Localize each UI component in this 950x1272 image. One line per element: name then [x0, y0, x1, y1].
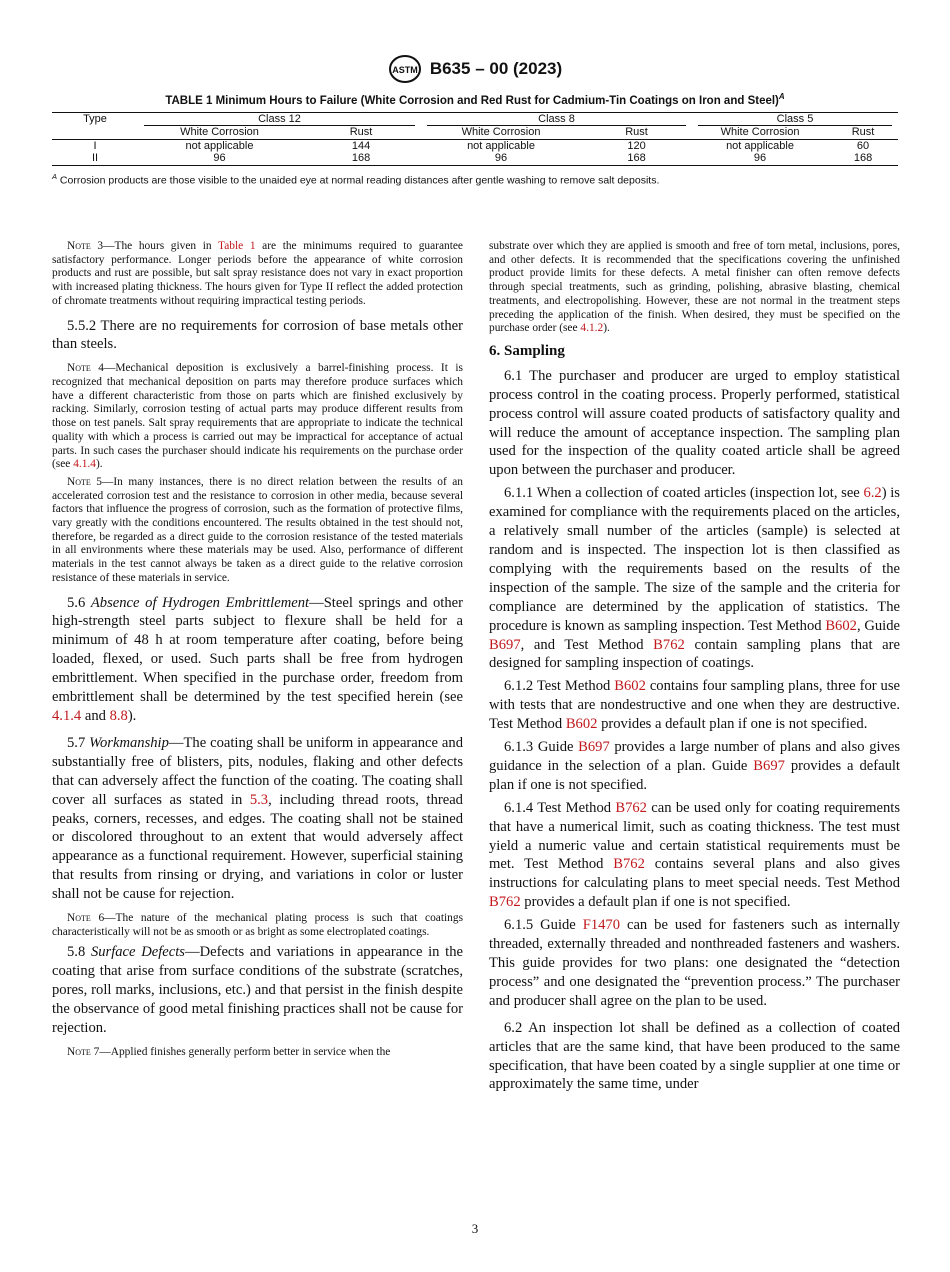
paragraph-5-8: 5.8 Surface Defects—Defects and variations in appearance in the coating that arise from surface conditions of the substrate (scratches, pores, roll marks, inclusions, etc.) and that persist in the finish despite the observance of good metal finishing practices shall not be cause for rejection. — [52, 944, 463, 1037]
column-header: White Corrosion — [692, 126, 828, 139]
table-1 — [52, 92, 898, 186]
paragraph-6-1-3: 6.1.3 Guide B697 provides a large number of plans and also gives guidance in the selection of a plan. Guide B697 provides a default plan if one is not specified. — [489, 739, 900, 793]
page-number: 3 — [471, 1221, 479, 1236]
column-header: Rust — [581, 126, 692, 139]
section-8-8-link[interactable]: 8.8 — [109, 708, 128, 725]
note-7: Note 7—Applied finishes generally perform better in service when the — [67, 1046, 391, 1059]
document-designation: B635 – 00 (2023) — [429, 59, 563, 78]
class-header: Class 12 — [138, 112, 421, 126]
note-6: Note 6—The nature of the mechanical plating process is such that coatings characteristically will not be as smooth or as bright as some electroplated coatings. — [52, 912, 463, 938]
class-header: Class 5 — [692, 112, 898, 126]
section-4-1-2-link[interactable]: 4.1.2 — [580, 322, 604, 335]
paragraph-6-1-5: 6.1.5 Guide F1470 can be used for fasteners such as internally threaded, externally threaded and nonthreaded fasteners and washers. This guide provides for two plans: one designated the “detection process” and one designated the “prevention process.” The purchaser and producer shall agree on the plan to be used. — [489, 917, 900, 1009]
failure-hours-table — [52, 112, 898, 166]
table-row: II 96 168 96 168 96 168 — [52, 152, 898, 165]
column-header: Rust — [301, 126, 421, 139]
paragraph-6-2: 6.2 An inspection lot shall be defined as a collection of coated articles that are the same kind, that have been produced to the same specification, that have been coated by a single supplier at one time or approximately the same time, under — [489, 1019, 900, 1093]
section-heading-sampling: 6. Sampling — [489, 342, 565, 359]
b697-link[interactable]: B697 — [753, 757, 785, 774]
astm-logo-text: ASTM — [392, 65, 418, 75]
b697-link[interactable]: B697 — [578, 739, 610, 756]
b602-link[interactable]: B602 — [825, 617, 857, 634]
b762-link[interactable]: B762 — [615, 799, 647, 816]
table-1-link[interactable]: Table 1 — [218, 240, 256, 252]
column-header: Rust — [828, 126, 898, 139]
paragraph-6-1: 6.1 The purchaser and producer are urged to employ statistical process control in the coating process. Properly performed, statistical process control will assure coated products of satisfactory quality and will reduce the amount of acceptance inspection. The sampling plan used for the inspection of the quality coated article shall be agreed upon between the purchaser and producer. — [489, 367, 900, 479]
right-column — [489, 240, 900, 1098]
table-caption: TABLE 1 Minimum Hours to Failure (White Corrosion and Red Rust for Cadmium-Tin Coatings on Iron and Steel)$^A$ — [165, 92, 785, 107]
b602-link[interactable]: B602 — [565, 716, 598, 733]
paragraph-6-1-4: 6.1.4 Test Method B762 can be used only for coating requirements that have a numerical limit, such as coating thickness. The test must yield a numeric value and certain statistical requirements must be met. Test Method B762 contains several plans and also gives instructions for calculating plans to meet special needs. Test Method B762 provides a default plan if one is not specified. — [489, 799, 901, 911]
column-header: White Corrosion — [138, 126, 301, 139]
note-4: Note 4—Mechanical deposition is exclusively a barrel-finishing process. It is recognized that mechanical deposition on parts may therefore produce surfaces which have a different characteristic from those on parts which are finished exclusively by racking. Similarly, corrosion testing of actual parts may produce different results from those on test panels. Salt spray requirements that are appropriate to indicate the technical quality with which a process is carried out may be impractical for acceptance of actual parts. In such cases the purchaser should indicate his requirements on the purchase order (see 4.1.4). — [52, 362, 463, 471]
left-column — [52, 240, 463, 1064]
table-row: I not applicable 144 not applicable 120 not applicable 60 — [93, 139, 870, 152]
paragraph-6-1-2: 6.1.2 Test Method B602 contains four sampling plans, three for use with tests that are nondestructive and one when they are destructive. Test Method B602 provides a default plan if one is not specified. — [489, 678, 900, 733]
document-header — [0, 54, 950, 84]
note-7-continued: substrate over which they are applied is smooth and free of torn metal, inclusions, pores, and other defects. It is recommended that the specifications covering the unfinished product provide limits for these defects. A metal finisher can often remove defects through special treatments, such as grinding, polishing, abrasive blasting, chemical treatments, and electropolishing. However, these are not normal in the treatment steps preceding the application of the finish. When desired, they must be specified on the purchase order (see 4.1.2). — [489, 240, 900, 335]
note-5: Note 5—In many instances, there is no direct relation between the results of an accelerated corrosion test and the resistance to corrosion in other media, because several factors that influence the progress of corrosion, such as the formation of protective films, vary greatly with the conditions encountered. The results obtained in the test should not, therefore, be regarded as a direct guide to the corrosion resistance of the tested materials in all environments where these materials may be used. Also, performance of different materials in the test cannot always be taken as a direct guide to the relative corrosion resistance of these materials in service. — [52, 475, 463, 584]
paragraph-5-7: 5.7 Workmanship—The coating shall be uniform in appearance and substantially free of blisters, pits, nodules, flaking and other defects that can adversely affect the function of the coating. The coating shall cover all surfaces as stated in 5.3, including thread roots, thread peaks, corners, recesses, and edges. The coating shall not be stained or discolored throughout to an extent that would adversely affect appearance as a functional requirement. However, superficial staining that results from rinsing or drying, and variations in color or luster shall not be cause for rejection. — [52, 734, 464, 903]
b602-link[interactable]: B602 — [614, 678, 646, 695]
column-header: White Corrosion — [421, 126, 581, 139]
paragraph-5-5-2: 5.5.2 There are no requirements for corrosion of base metals other than steels. — [52, 317, 463, 353]
note-3: Note 3—The hours given in Table 1 are the minimums required to guarantee satisfactory performance. Longer periods before the appearance of white corrosion products and rust are possible, but salt spray resistance does not vary in exact proportion with increased plating thickness. The hours given for Type II reflect the added protection of chromate treatments without requiring impractical testing periods. — [52, 240, 463, 307]
b762-link[interactable]: B762 — [653, 636, 685, 653]
section-5-3-link[interactable]: 5.3 — [249, 791, 269, 808]
type-header: Type — [52, 112, 138, 126]
b762-link[interactable]: B762 — [613, 856, 645, 873]
class-header: Class 8 — [421, 112, 692, 126]
b762-link[interactable]: B762 — [489, 894, 521, 911]
f1470-link[interactable]: F1470 — [582, 917, 621, 934]
paragraph-5-6: 5.6 Absence of Hydrogen Embrittlement—Steel springs and other high-strength steel parts subject to flexure shall be held for a minimum of 48 h at room temperature after coating, before being loaded, flexed, or used. Such parts shall be free from hydrogen embrittlement. When specified in the purchase order, freedom from embrittlement shall be determined by the test specified herein (see 4.1.4 and 8.8). — [52, 594, 464, 725]
section-4-1-4-link[interactable]: 4.1.4 — [73, 458, 96, 471]
astm-logo-icon — [388, 54, 422, 84]
section-6-2-link[interactable]: 6.2 — [863, 485, 882, 502]
b697-link[interactable]: B697 — [489, 636, 521, 653]
table-footnote: $^A$ Corrosion products are those visible to the unaided eye at normal reading distances after gentle washing to remove salt deposits. — [52, 171, 660, 187]
section-4-1-4-link[interactable]: 4.1.4 — [52, 708, 82, 725]
paragraph-6-1-1: 6.1.1 When a collection of coated articles (inspection lot, see 6.2) is examined for compliance with the requirements placed on the articles, a relatively small number of the articles (sample) is selected at random and is inspected. The inspection lot is then classified as complying with the requirements based on the results of the inspection of the sample. The size of the sample and the criteria for compliance are determined by the application of statistics. The procedure is known as sampling inspection. Test Method B602, Guide B697, and Test Method B762 contain sampling plans that are designed for sampling inspection of coatings. — [489, 485, 900, 672]
